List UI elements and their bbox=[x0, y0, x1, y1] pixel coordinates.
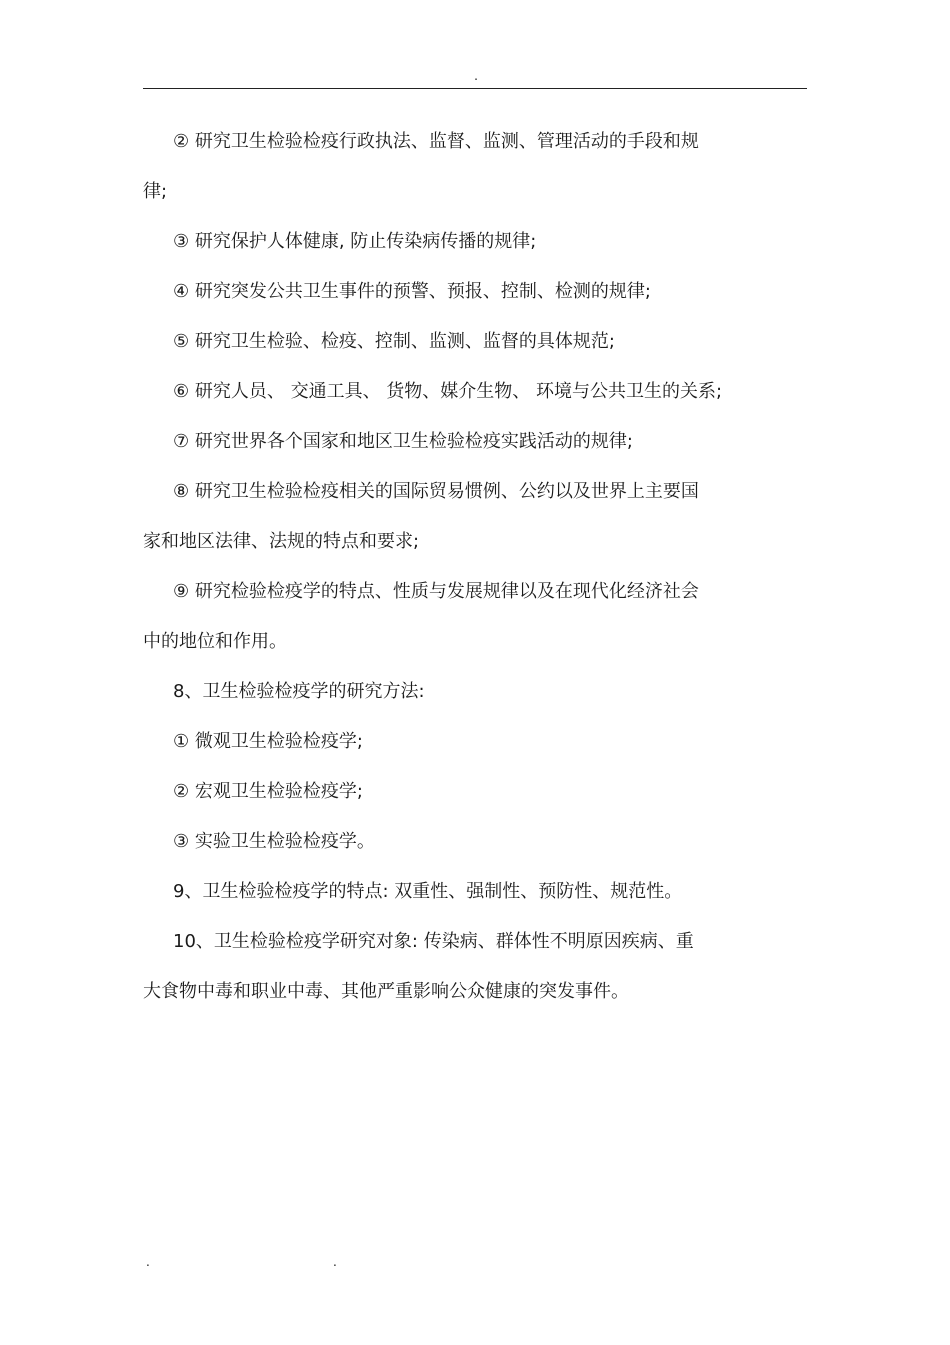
paragraph-line: ② 研究卫生检验检疫行政执法、监督、监测、管理活动的手段和规 bbox=[173, 131, 699, 152]
paragraph-line: 律; bbox=[143, 181, 168, 202]
paragraph-line: ④ 研究突发公共卫生事件的预警、预报、控制、检测的规律; bbox=[173, 281, 651, 302]
section-heading-objects: 10、卫生检验检疫学研究对象: 传染病、群体性不明原因疾病、重 bbox=[173, 931, 694, 952]
paragraph-line: ③ 实验卫生检验检疫学。 bbox=[173, 831, 375, 852]
paragraph-line: ① 微观卫生检验检疫学; bbox=[173, 731, 363, 752]
paragraph-line: ⑧ 研究卫生检验检疫相关的国际贸易惯例、公约以及世界上主要国 bbox=[173, 481, 699, 502]
paragraph-line: ⑥ 研究人员、 交通工具、 货物、媒介生物、 环境与公共卫生的关系; bbox=[173, 381, 723, 402]
section-heading-features: 9、卫生检验检疫学的特点: 双重性、强制性、预防性、规范性。 bbox=[173, 881, 683, 902]
paragraph-line: 家和地区法律、法规的特点和要求; bbox=[143, 531, 420, 552]
document-body bbox=[143, 117, 807, 1017]
header-rule bbox=[143, 88, 807, 89]
footer-mark-right: . bbox=[333, 1255, 337, 1269]
paragraph-line: ③ 研究保护人体健康, 防止传染病传播的规律; bbox=[173, 231, 537, 252]
paragraph-line: 中的地位和作用。 bbox=[143, 631, 287, 652]
paragraph-line: ⑦ 研究世界各个国家和地区卫生检验检疫实践活动的规律; bbox=[173, 431, 633, 452]
paragraph-line: ⑨ 研究检验检疫学的特点、性质与发展规律以及在现代化经济社会 bbox=[173, 581, 699, 602]
paragraph-line: 大食物中毒和职业中毒、其他严重影响公众健康的突发事件。 bbox=[143, 981, 629, 1002]
section-heading-methods: 8、卫生检验检疫学的研究方法: bbox=[173, 681, 425, 702]
header-mark: . bbox=[474, 69, 478, 83]
footer-mark-left: . bbox=[146, 1255, 150, 1269]
paragraph-line: ② 宏观卫生检验检疫学; bbox=[173, 781, 363, 802]
paragraph-line: ⑤ 研究卫生检验、检疫、控制、监测、监督的具体规范; bbox=[173, 331, 615, 352]
